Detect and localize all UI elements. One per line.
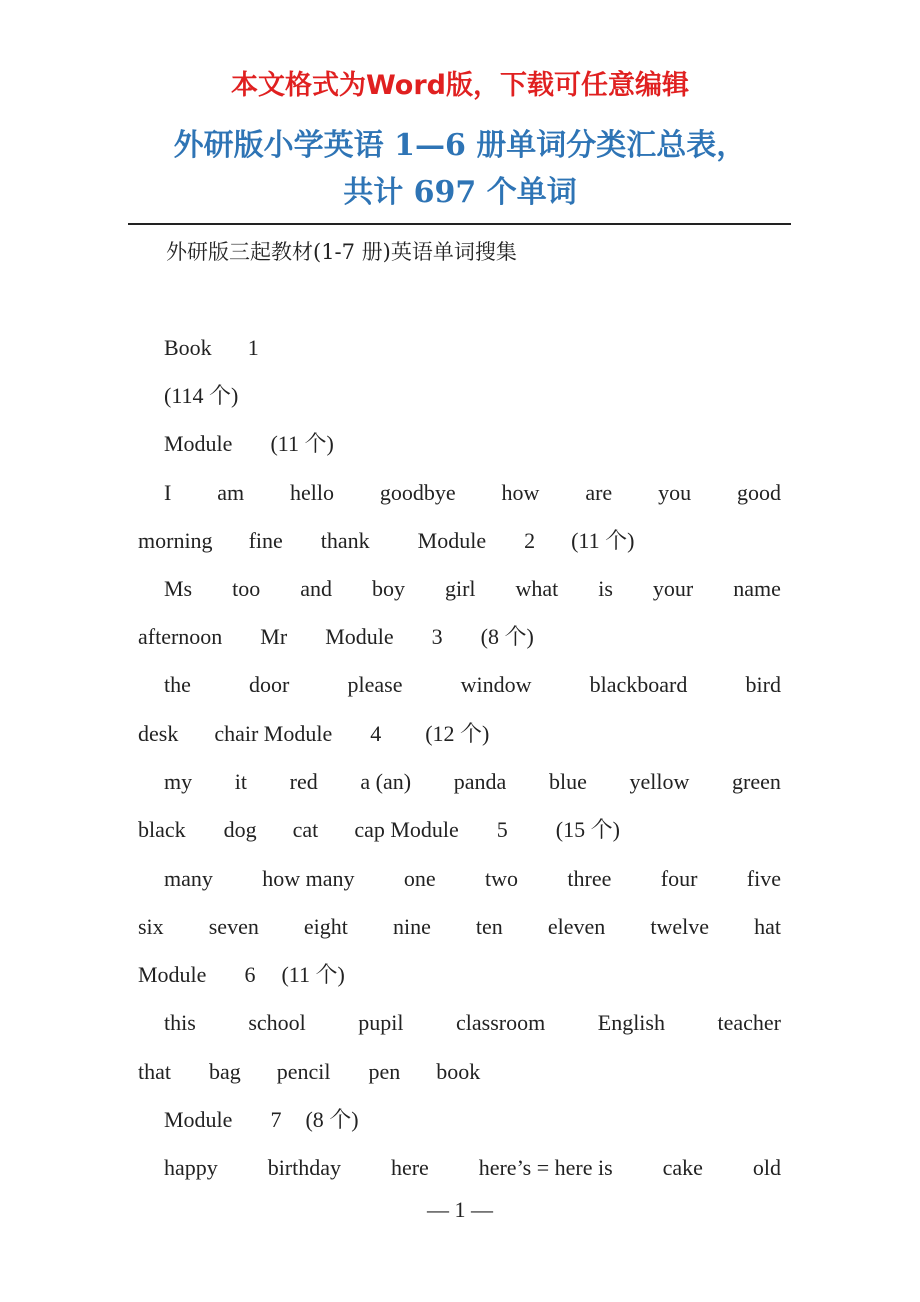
download-notice: 本文格式为Word版，下载可任意编辑 (230, 70, 689, 101)
word: Module (164, 1107, 233, 1132)
word: hat (754, 914, 781, 939)
word: teacher (717, 1010, 781, 1035)
word: black (138, 817, 186, 842)
word: good (736, 480, 781, 505)
word: chair Module (214, 721, 333, 746)
word: four (660, 866, 698, 891)
word: your (652, 576, 694, 601)
word: Mr (260, 624, 288, 649)
word: here’s = here is (478, 1155, 613, 1180)
text-line (138, 806, 620, 854)
word: Module (138, 962, 207, 987)
word: (8 个) (480, 624, 534, 649)
word: goodbye (379, 480, 456, 505)
word: fine (248, 528, 283, 553)
word: (15 个) (555, 817, 620, 842)
word: window (460, 672, 532, 697)
word: is (598, 576, 613, 601)
text-line (138, 517, 634, 565)
word: cap Module (354, 817, 459, 842)
word: blue (548, 769, 587, 794)
word: English (597, 1010, 665, 1035)
word: happy (164, 1155, 218, 1180)
word: red (289, 769, 318, 794)
word: nine (392, 914, 431, 939)
word: (11 个) (571, 528, 635, 553)
word: a (an) (360, 769, 412, 794)
word: eleven (547, 914, 606, 939)
word: school (248, 1010, 306, 1035)
word: (114 个) (164, 383, 239, 408)
word: five (746, 866, 781, 891)
word: Module (417, 528, 487, 553)
word: 2 (524, 528, 536, 553)
text-line (164, 372, 238, 420)
word: desk (138, 721, 179, 746)
word: one (403, 866, 436, 891)
text-line (164, 855, 781, 903)
word: bag (209, 1059, 241, 1084)
word: are (585, 480, 613, 505)
word: my (164, 769, 193, 794)
word: hello (290, 480, 334, 505)
word: please (347, 672, 403, 697)
text-line (164, 565, 781, 613)
word: (11 个) (270, 431, 334, 456)
word: the (164, 672, 191, 697)
word: green (732, 769, 781, 794)
word: Ms (164, 576, 193, 601)
word: birthday (267, 1155, 342, 1180)
word: pupil (358, 1010, 404, 1035)
text-line (138, 613, 534, 661)
word: boy (371, 576, 405, 601)
word: dog (223, 817, 257, 842)
title-line-2: 共计 697 个单词 (343, 175, 577, 210)
subtitle: 外研版三起教材(1-7 册)英语单词搜集 (166, 240, 517, 264)
word: twelve (650, 914, 709, 939)
word: 3 (431, 624, 443, 649)
title-divider (128, 223, 791, 225)
word: it (234, 769, 248, 794)
text-line (164, 1144, 781, 1192)
word: Book (164, 335, 212, 360)
word: blackboard (589, 672, 688, 697)
word: two (485, 866, 519, 891)
text-line (164, 1096, 359, 1144)
word: what (515, 576, 559, 601)
word: Module (325, 624, 394, 649)
word: classroom (456, 1010, 546, 1035)
text-line (164, 324, 259, 372)
word: book (436, 1059, 481, 1084)
word: (12 个) (425, 721, 490, 746)
title-line-1: 外研版小学英语 1—6 册单词分类汇总表， (173, 128, 747, 163)
word: how many (262, 866, 355, 891)
word: cat (292, 817, 319, 842)
word: thank (320, 528, 370, 553)
word: (11 个) (281, 962, 345, 987)
word: 5 (496, 817, 508, 842)
word: here (390, 1155, 429, 1180)
word: that (138, 1059, 171, 1084)
word: you (658, 480, 692, 505)
text-line (138, 1048, 480, 1096)
word: seven (208, 914, 259, 939)
word: eight (303, 914, 348, 939)
word: 6 (244, 962, 256, 987)
text-line (164, 469, 781, 517)
word: old (752, 1155, 781, 1180)
word: how (501, 480, 540, 505)
word: door (249, 672, 290, 697)
word: 4 (370, 721, 382, 746)
word: this (164, 1010, 196, 1035)
text-line (164, 661, 781, 709)
word: morning (138, 528, 213, 553)
word: girl (444, 576, 476, 601)
word: name (733, 576, 781, 601)
word: ten (475, 914, 503, 939)
text-line (164, 420, 334, 468)
word: three (567, 866, 612, 891)
word: I (164, 480, 172, 505)
word: afternoon (138, 624, 223, 649)
word: too (232, 576, 261, 601)
word: pen (368, 1059, 401, 1084)
word: (8 个) (305, 1107, 359, 1132)
text-line (138, 903, 781, 951)
word: Module (164, 431, 233, 456)
word: six (138, 914, 164, 939)
page-number: — 1 — (427, 1197, 493, 1222)
text-line (138, 951, 345, 999)
word: 1 (247, 335, 259, 360)
word: cake (662, 1155, 703, 1180)
word: 7 (270, 1107, 282, 1132)
text-line (164, 758, 781, 806)
text-line (138, 710, 489, 758)
word: bird (745, 672, 781, 697)
document-title (0, 122, 920, 216)
word: many (164, 866, 213, 891)
word: panda (453, 769, 507, 794)
text-line (164, 999, 781, 1047)
word: pencil (276, 1059, 331, 1084)
word: and (300, 576, 332, 601)
word: yellow (629, 769, 690, 794)
word: am (217, 480, 245, 505)
